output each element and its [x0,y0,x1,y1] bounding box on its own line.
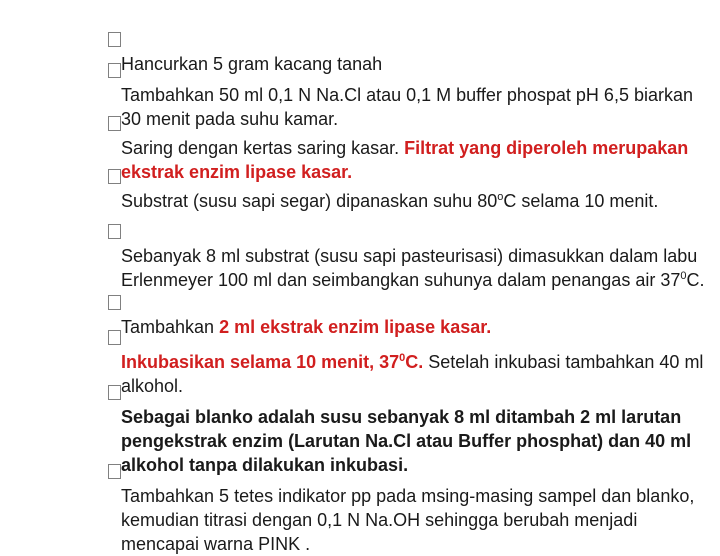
box-bullet-icon [108,295,121,310]
box-bullet-icon [108,224,121,239]
box-bullet-icon [108,63,121,78]
box-bullet-icon [108,32,121,47]
box-bullet-icon [108,464,121,479]
list-item-text: Sebagai blanko adalah susu sebanyak 8 ml ditambah 2 ml larutan pengekstrak enzim (Larutan Na.Cl atau Buffer phosphat) dan 40 ml alkohol tanpa dilakukan inkubasi. [121,407,692,475]
list-item-text: Inkubasikan selama 10 menit, $37^0C$. Setelah inkubasi tambahkan 40 ml alkohol. [121,352,704,396]
box-bullet-icon [108,330,121,345]
box-bullet-icon [108,116,121,131]
list-item-text: Substrat (susu sapi segar) dipanaskan suhu 80$^o$C selama 10 menit. [121,191,659,211]
list-item-text: Tambahkan 2 ml ekstrak enzim lipase kasar. [121,317,492,337]
box-bullet-icon [108,385,121,400]
highlight-text: Inkubasikan selama 10 menit, 37 [121,352,400,372]
list-item-text: Tambahkan 5 tetes indikator pp pada msing-masing sampel dan blanko, kemudian titrasi dengan 0,1 N Na.OH sehingga berubah menjadi mencapai warna PINK . [121,486,695,554]
list-item-text: Hancurkan 5 gram kacang tanah [121,54,383,74]
highlight-text: 2 ml ekstrak enzim lipase kasar. [219,317,492,337]
list-item-text: Sebanyak 8 ml substrat (susu sapi pasteurisasi) dimasukkan dalam labu Erlenmeyer 100 ml dan seimbangkan suhunya dalam penangas air $37^0C$. [121,246,705,290]
highlight-text: Filtrat yang diperoleh merupakan ekstrak enzim lipase kasar. [121,138,689,182]
highlight-text: C. [405,352,424,372]
list-item-text: Tambahkan 50 ml 0,1 N Na.Cl atau 0,1 M buffer phospat pH 6,5 biarkan 30 menit pada suhu kamar. [121,85,693,129]
box-bullet-icon [108,169,121,184]
list-item-text: Saring dengan kertas saring kasar. Filtrat yang diperoleh merupakan ekstrak enzim lipase kasar. [121,138,689,182]
